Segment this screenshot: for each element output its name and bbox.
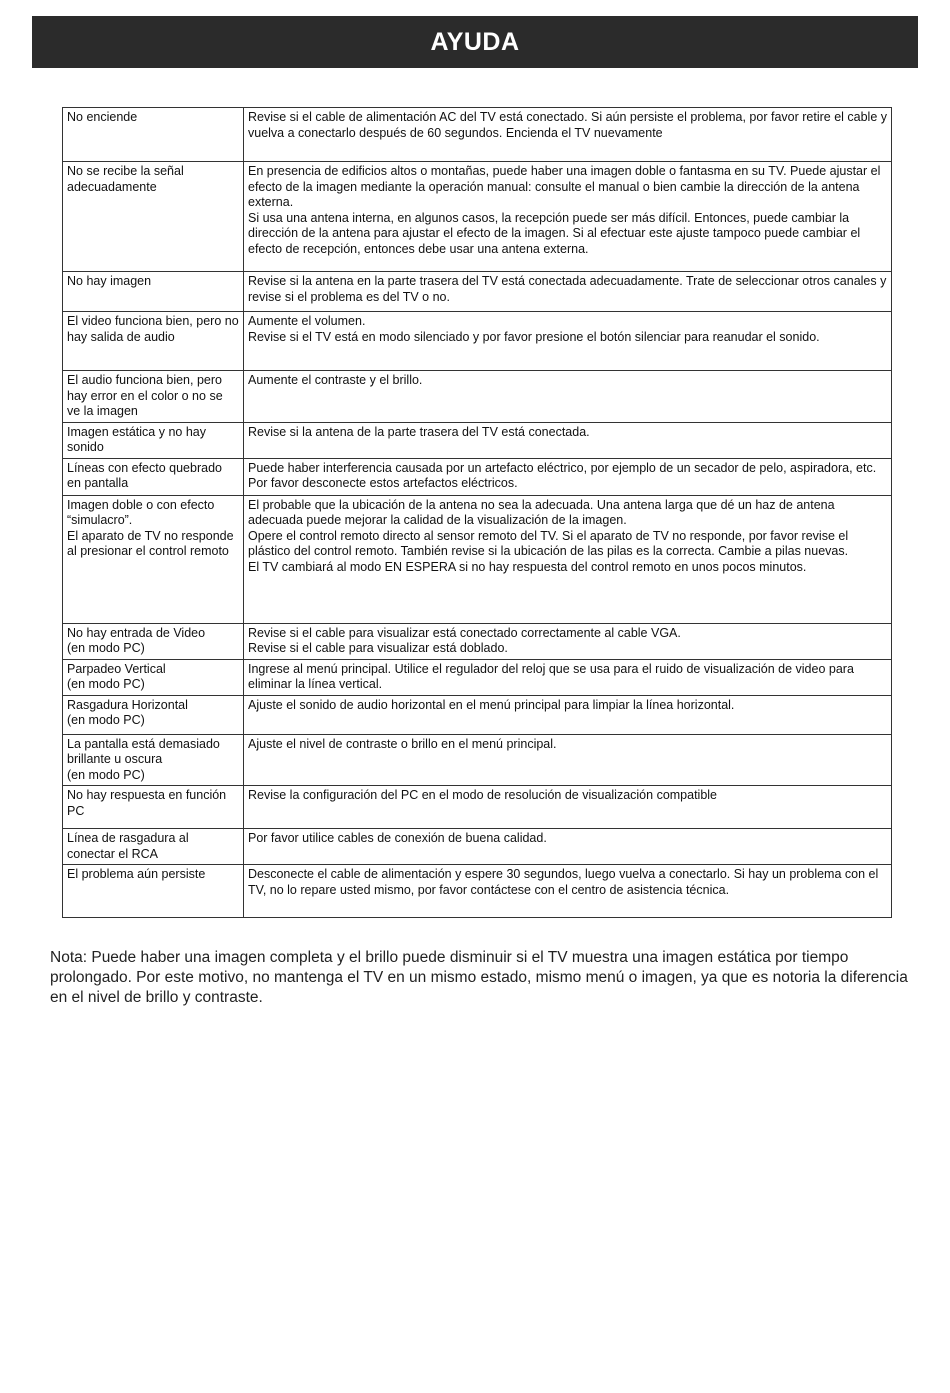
problem-cell: El problema aún persiste bbox=[63, 865, 244, 918]
problem-cell: No hay entrada de Video (en modo PC) bbox=[63, 623, 244, 659]
problem-cell: El video funciona bien, pero no hay salida de audio bbox=[63, 312, 244, 371]
table-row bbox=[63, 495, 892, 623]
solution-cell: Aumente el volumen. Revise si el TV está en modo silenciado y por favor presione el botón silenciar para reanudar el sonido. bbox=[244, 312, 892, 371]
table-row bbox=[63, 371, 892, 423]
table-row bbox=[63, 786, 892, 829]
table-row bbox=[63, 312, 892, 371]
table-row bbox=[63, 865, 892, 918]
solution-cell: Ingrese al menú principal. Utilice el regulador del reloj que se usa para el ruido de visualización de video para eliminar la línea vertical. bbox=[244, 659, 892, 695]
table-row bbox=[63, 829, 892, 865]
problem-cell: Imagen doble o con efecto “simulacro”. El aparato de TV no responde al presionar el control remoto bbox=[63, 495, 244, 623]
table-row bbox=[63, 659, 892, 695]
solution-cell: Ajuste el nivel de contraste o brillo en el menú principal. bbox=[244, 734, 892, 786]
problem-cell: No enciende bbox=[63, 108, 244, 162]
solution-cell: El probable que la ubicación de la antena no sea la adecuada. Una antena larga que dé un haz de antena adecuada puede mejorar la calidad de la visualización de la imagen. Opere el control remoto directo al sensor remoto del TV. Si el aparato de TV no responde, por favor revise el plástico del control remoto. También revise si la ubicación de las pilas es la correcta. Cambie a pilas nuevas. El TV cambiará al modo EN ESPERA si no hay respuesta del control remoto en unos pocos minutos. bbox=[244, 495, 892, 623]
table-row bbox=[63, 108, 892, 162]
solution-cell: Revise si la antena de la parte trasera del TV está conectada. bbox=[244, 422, 892, 458]
solution-cell: En presencia de edificios altos o montañas, puede haber una imagen doble o fantasma en su TV. Puede ajustar el efecto de la imagen mediante la operación manual: consulte el manual o bien cambie la dirección de la antena externa. Si usa una antena interna, en algunos casos, la recepción puede ser más difícil. Entonces, puede cambiar la dirección de la antena para ajustar el efecto de la imagen. Si al efectuar este ajuste tampoco puede cambiar el efecto de recepción, entonces debe usar una antena externa. bbox=[244, 162, 892, 272]
problem-cell: La pantalla está demasiado brillante u oscura (en modo PC) bbox=[63, 734, 244, 786]
problem-cell: Parpadeo Vertical (en modo PC) bbox=[63, 659, 244, 695]
solution-cell: Desconecte el cable de alimentación y espere 30 segundos, luego vuelva a conectarlo. Si hay un problema con el TV, no lo repare usted mismo, por favor contáctese con el centro de asistencia técnica. bbox=[244, 865, 892, 918]
troubleshooting-table bbox=[62, 107, 892, 918]
solution-cell: Revise la configuración del PC en el modo de resolución de visualización compatible bbox=[244, 786, 892, 829]
solution-cell: Aumente el contraste y el brillo. bbox=[244, 371, 892, 423]
table-row bbox=[63, 734, 892, 786]
page-header bbox=[32, 16, 918, 68]
problem-cell: El audio funciona bien, pero hay error en el color o no se ve la imagen bbox=[63, 371, 244, 423]
problem-cell: No hay imagen bbox=[63, 272, 244, 312]
table-row bbox=[63, 272, 892, 312]
problem-cell: No se recibe la señal adecuadamente bbox=[63, 162, 244, 272]
problem-cell: Rasgadura Horizontal (en modo PC) bbox=[63, 695, 244, 734]
table-row bbox=[63, 422, 892, 458]
problem-cell: Línea de rasgadura al conectar el RCA bbox=[63, 829, 244, 865]
solution-cell: Puede haber interferencia causada por un artefacto eléctrico, por ejemplo de un secador de pelo, aspiradora, etc. Por favor desconecte estos artefactos eléctricos. bbox=[244, 458, 892, 495]
table-row bbox=[63, 695, 892, 734]
note-paragraph: Nota: Puede haber una imagen completa y el brillo puede disminuir si el TV muestra una imagen estática por tiempo prolongado. Por este motivo, no mantenga el TV en un mismo estado, mismo menú o imagen, ya que es notoria la diferencia en el nivel de brillo y contraste. bbox=[50, 949, 908, 1006]
solution-cell: Ajuste el sonido de audio horizontal en el menú principal para limpiar la línea horizontal. bbox=[244, 695, 892, 734]
solution-cell: Revise si el cable para visualizar está conectado correctamente al cable VGA. Revise si el cable para visualizar está doblado. bbox=[244, 623, 892, 659]
table-row bbox=[63, 162, 892, 272]
solution-cell: Revise si el cable de alimentación AC del TV está conectado. Si aún persiste el problema, por favor retire el cable y vuelva a conectarlo después de 60 segundos. Encienda el TV nuevamente bbox=[244, 108, 892, 162]
problem-cell: Imagen estática y no hay sonido bbox=[63, 422, 244, 458]
page-title: AYUDA bbox=[430, 27, 520, 56]
problem-cell: Líneas con efecto quebrado en pantalla bbox=[63, 458, 244, 495]
solution-cell: Por favor utilice cables de conexión de buena calidad. bbox=[244, 829, 892, 865]
table-row bbox=[63, 458, 892, 495]
table-row bbox=[63, 623, 892, 659]
problem-cell: No hay respuesta en función PC bbox=[63, 786, 244, 829]
solution-cell: Revise si la antena en la parte trasera del TV está conectada adecuadamente. Trate de seleccionar otros canales y revise si el problema es del TV o no. bbox=[244, 272, 892, 312]
